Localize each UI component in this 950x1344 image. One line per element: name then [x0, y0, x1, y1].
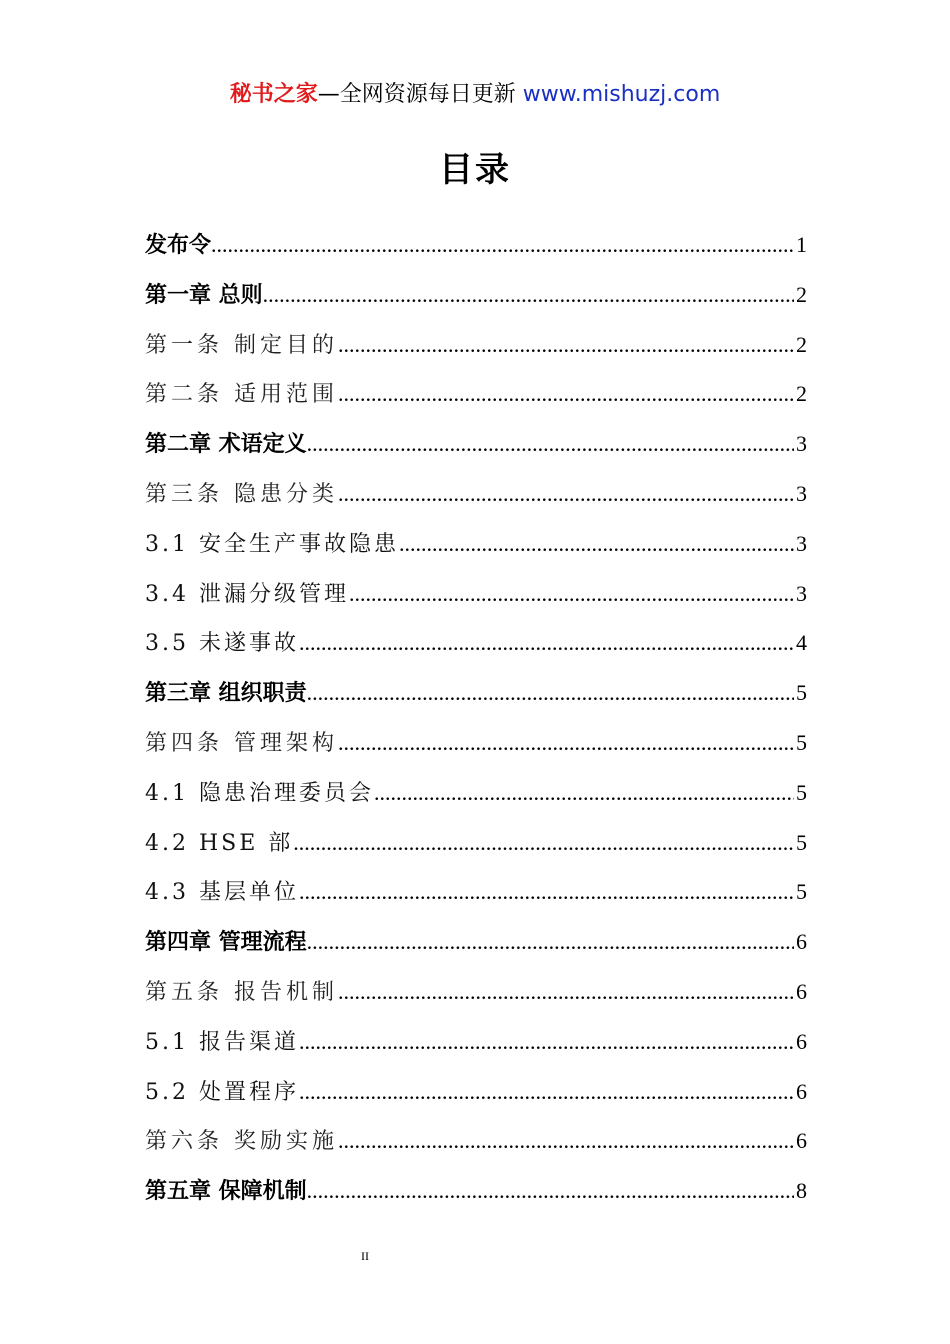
toc-entry[interactable]	[145, 272, 807, 322]
toc-entry-label: 3.5 未遂事故	[145, 631, 299, 657]
toc-entry-label: 第一章 总则	[145, 282, 263, 308]
toc-entry-page: 5	[796, 729, 807, 755]
toc-entry-page: 6	[796, 1078, 807, 1104]
page-title: 目录	[439, 150, 511, 190]
toc-dot-leader	[307, 919, 794, 965]
toc-entry-label: 第三章 组织职责	[145, 681, 307, 707]
toc-entry[interactable]	[145, 720, 807, 770]
toc-entry[interactable]	[145, 670, 807, 720]
toc-dot-leader	[293, 820, 794, 866]
toc-entry-page: 6	[796, 1128, 807, 1154]
toc-dot-leader	[338, 322, 794, 368]
toc-entry-label: 5.2 处置程序	[145, 1079, 299, 1105]
toc-entry-label: 第四条 管理架构	[145, 730, 338, 756]
toc-entry-page: 4	[796, 630, 807, 656]
toc-dot-leader	[338, 720, 794, 766]
page-number: II	[361, 1249, 369, 1263]
toc-entry[interactable]	[145, 620, 807, 670]
toc-entry[interactable]	[145, 222, 807, 272]
toc-entry[interactable]	[145, 322, 807, 372]
toc-entry[interactable]	[145, 770, 807, 820]
toc-entry[interactable]	[145, 869, 807, 919]
toc-entry-label: 第四章 管理流程	[145, 930, 307, 956]
toc-entry[interactable]	[145, 969, 807, 1019]
toc-dot-leader	[299, 1069, 794, 1115]
toc-entry[interactable]	[145, 919, 807, 969]
table-of-contents	[145, 222, 807, 1218]
toc-entry-page: 6	[796, 1028, 807, 1054]
toc-entry-label: 第二章 术语定义	[145, 432, 307, 458]
toc-dot-leader	[307, 421, 794, 467]
toc-dot-leader	[299, 1019, 794, 1065]
toc-dot-leader	[374, 770, 794, 816]
toc-entry-page: 2	[796, 331, 807, 357]
toc-entry-page: 5	[796, 680, 807, 706]
toc-entry-label: 4.2 HSE 部	[145, 830, 294, 856]
site-url-link[interactable]: www.mishuzj.com	[522, 82, 721, 107]
toc-entry[interactable]	[145, 820, 807, 870]
header-slogan: —全网资源每日更新	[317, 82, 516, 107]
toc-entry-page: 2	[796, 381, 807, 407]
toc-entry-page: 3	[796, 431, 807, 457]
toc-entry[interactable]	[145, 1118, 807, 1168]
toc-entry-page: 6	[796, 978, 807, 1004]
toc-entry-page: 5	[796, 879, 807, 905]
toc-entry-page: 8	[796, 1178, 807, 1204]
toc-entry-label: 第五条 报告机制	[145, 979, 338, 1005]
toc-dot-leader	[307, 670, 794, 716]
toc-entry-label: 第一条 制定目的	[145, 332, 338, 358]
toc-entry-label: 第三条 隐患分类	[145, 481, 338, 507]
toc-entry[interactable]	[145, 521, 807, 571]
toc-entry-page: 1	[796, 232, 807, 257]
toc-entry-page: 2	[796, 281, 807, 307]
toc-dot-leader	[299, 869, 794, 915]
toc-dot-leader	[338, 1118, 794, 1164]
toc-entry-label: 第二条 适用范围	[145, 382, 338, 408]
brand-name: 秘书之家	[229, 82, 318, 107]
toc-dot-leader	[211, 222, 794, 268]
toc-dot-leader	[307, 1168, 794, 1214]
toc-dot-leader	[263, 272, 794, 318]
toc-dot-leader	[338, 471, 794, 517]
toc-entry[interactable]	[145, 1168, 807, 1218]
toc-dot-leader	[349, 571, 794, 617]
toc-entry-page: 5	[796, 779, 807, 805]
toc-entry-label: 第六条 奖励实施	[145, 1129, 338, 1155]
toc-entry-page: 3	[796, 580, 807, 606]
toc-entry-label: 3.1 安全生产事故隐患	[145, 531, 399, 557]
toc-entry-label: 4.3 基层单位	[145, 880, 299, 906]
toc-entry-label: 5.1 报告渠道	[145, 1029, 299, 1055]
toc-entry-page: 3	[796, 530, 807, 556]
toc-entry-label: 第五章 保障机制	[145, 1179, 307, 1205]
toc-entry[interactable]	[145, 571, 807, 621]
toc-entry[interactable]	[145, 1069, 807, 1119]
toc-entry-label: 3.4 泄漏分级管理	[145, 581, 349, 607]
toc-entry-page: 6	[796, 929, 807, 955]
toc-entry-page: 3	[796, 480, 807, 506]
toc-entry[interactable]	[145, 421, 807, 471]
toc-dot-leader	[399, 521, 794, 567]
site-header	[0, 80, 950, 110]
toc-entry[interactable]	[145, 371, 807, 421]
toc-entry-page: 5	[796, 829, 807, 855]
toc-entry[interactable]	[145, 1019, 807, 1069]
toc-entry[interactable]	[145, 471, 807, 521]
toc-entry-label: 发布令	[145, 233, 212, 258]
toc-dot-leader	[338, 969, 794, 1015]
toc-dot-leader	[299, 620, 794, 666]
toc-entry-label: 4.1 隐患治理委员会	[145, 780, 374, 806]
toc-dot-leader	[338, 371, 794, 417]
